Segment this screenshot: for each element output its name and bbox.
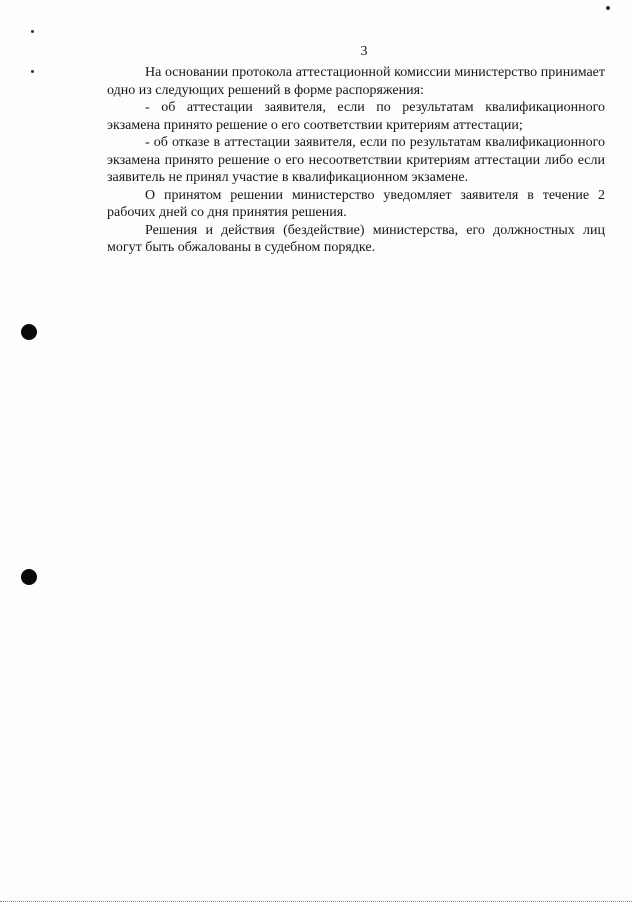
scan-bottom-edge [0,901,632,902]
paragraph-notification: О принятом решении министерство уведомляет заявителя в течение 2 рабочих дней со дня принятия решения. [107,187,605,220]
paragraph-attestation-refused: - об отказе в аттестации заявителя, если по результатам квалификационного экзамена принято решение о его несоответствии критериям аттестации либо если заявитель не принял участие в квалификационном экзамене. [107,135,605,185]
punch-hole-icon [21,569,37,585]
scan-speck [31,70,34,73]
page-number: 3 [360,44,368,59]
paragraph-decision-basis: На основании протокола аттестационной комиссии министерство принимает одно из следующих решений в форме распоряжения: [107,65,605,98]
document-body [107,64,605,257]
scan-speck [31,30,34,33]
scan-speck [606,6,610,10]
paragraph-attestation-granted: - об аттестации заявителя, если по результатам квалификационного экзамена принято решение о его соответствии критериям аттестации; [107,100,605,133]
punch-hole-icon [21,324,37,340]
paragraph-appeal: Решения и действия (бездействие) министерства, его должностных лиц могут быть обжалованы в судебном порядке. [107,222,605,255]
